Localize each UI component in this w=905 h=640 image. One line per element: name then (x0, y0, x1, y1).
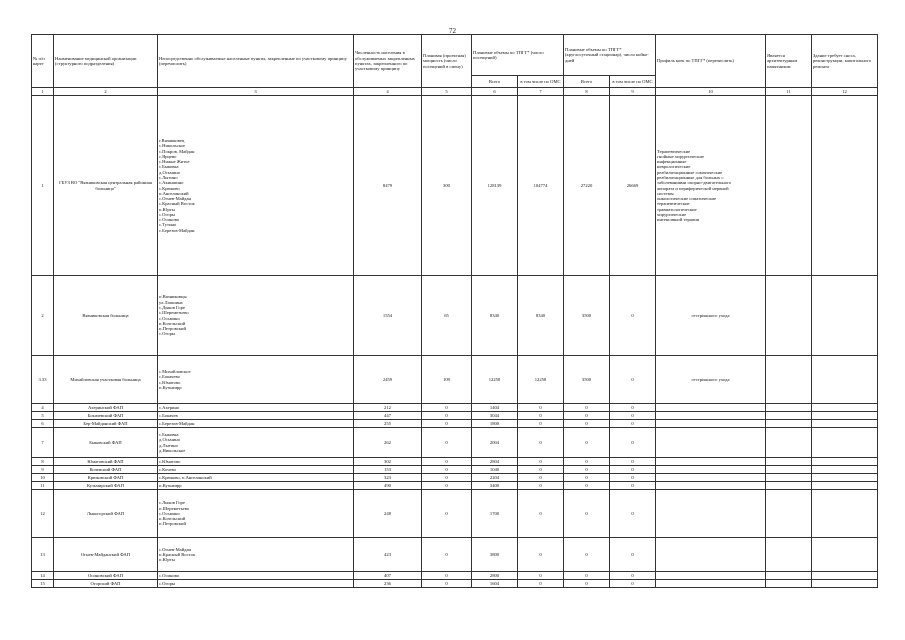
capacity-cell: 0 (422, 404, 472, 412)
settlement-item: ул.Лапшина (159, 299, 183, 305)
settlement-item: с.Кочево (159, 466, 176, 472)
settlement-item: с.Огоры (159, 331, 175, 337)
settlement-item: д.Никольское (159, 447, 186, 453)
header-repair: Здание требует сноса, реконструкции, капитального ремонта (812, 35, 878, 88)
repair-cell (812, 412, 878, 420)
settlement-item: с.Березов-Майдан (159, 227, 195, 233)
settlement-item: с.Огнев-Майдан (159, 196, 192, 202)
organization-name: Вязниковская больница (54, 276, 158, 356)
visits-oms-cell: 0 (518, 538, 564, 572)
settlement-item: п.Юрты (159, 206, 175, 212)
organization-name: ГБУЗ ВО "Вязниковская центральная районная больница" (54, 96, 158, 276)
settlement-item: с.Михайловское (159, 368, 191, 374)
settlement-item: с.Лыков Горе (159, 500, 185, 506)
profile-cell (656, 356, 766, 404)
settlements-cell (158, 428, 354, 458)
col-num: 9 (610, 88, 656, 96)
hosp-total-cell: 3500 (564, 276, 610, 356)
col-num: 7 (518, 88, 564, 96)
visits-oms-cell: 0 (518, 474, 564, 482)
repair-cell (812, 96, 878, 276)
visits-total-cell: 128139 (472, 96, 518, 276)
settlement-item: с.Никольское (159, 143, 186, 149)
organization-name: Лыкогорский ФАП (54, 490, 158, 538)
settlement-item: г.Вязниковец (159, 137, 185, 143)
row-number: 8 (32, 458, 54, 466)
header-profile: Профиль коек по ТПГГ* (перечислить) (656, 35, 766, 88)
profile-cell (656, 412, 766, 420)
settlement-item: п.Шереметьево (159, 505, 190, 511)
visits-total-cell: 12258 (472, 356, 518, 404)
col-num: 4 (354, 88, 422, 96)
visits-total-cell: 2004 (472, 428, 518, 458)
repair-cell (812, 458, 878, 466)
profile-item: сестринского ухода (691, 376, 730, 382)
profile-item: Терапевтические (657, 148, 691, 154)
col-num: 11 (766, 88, 812, 96)
profile-item: аппарата и периферической нервной (657, 185, 729, 191)
settlement-item: с.Осиново (159, 217, 180, 223)
hosp-total-cell: 0 (564, 572, 610, 580)
settlement-item: с.Красный Восток (159, 201, 195, 207)
table-row (32, 420, 878, 428)
organization-name: Бер-Майданский ФАП (54, 420, 158, 428)
settlement-item: с.Юматово (159, 458, 181, 464)
header-visits-oms: в том числе по ОМС (518, 76, 564, 88)
settlement-item: д.Осьмино (159, 169, 181, 175)
organization-name: Кочевский ФАП (54, 466, 158, 474)
row-number: 7 (32, 428, 54, 458)
profile-cell (656, 474, 766, 482)
row-number: 9 (32, 466, 54, 474)
population-cell: 153 (354, 466, 422, 474)
population-cell: 236 (354, 580, 422, 588)
settlements-cell (158, 580, 354, 588)
hosp-total-cell: 0 (564, 490, 610, 538)
architecture-cell (766, 474, 812, 482)
visits-total-cell: 2804 (472, 458, 518, 466)
hosp-oms-cell: 0 (610, 356, 656, 404)
profile-cell (656, 580, 766, 588)
hosp-total-cell: 0 (564, 474, 610, 482)
settlement-item: п.Вязниковцы (159, 294, 187, 300)
capacity-cell: 65 (422, 276, 472, 356)
header-architecture: Является архитектурным памятником (766, 35, 812, 88)
settlement-item: с.Огоры (159, 580, 175, 586)
table-row (32, 490, 878, 538)
settlements-cell (158, 356, 354, 404)
architecture-cell (766, 482, 812, 490)
col-num: 12 (812, 88, 878, 96)
capacity-cell: 0 (422, 474, 472, 482)
page-number: 72 (449, 27, 456, 35)
visits-oms-cell: 8340 (518, 276, 564, 356)
architecture-cell (766, 276, 812, 356)
profile-cell (656, 404, 766, 412)
visits-total-cell: 3044 (472, 412, 518, 420)
settlement-item: п.Петровский (159, 326, 186, 332)
settlements-cell (158, 412, 354, 420)
table-row (32, 466, 878, 474)
settlement-item: с.Юматово (159, 379, 181, 385)
profile-cell (656, 482, 766, 490)
architecture-cell (766, 404, 812, 412)
visits-total-cell: 1800 (472, 420, 518, 428)
population-cell: 423 (354, 538, 422, 572)
settlement-item: с.Крюково, п.Ангелинский (159, 474, 212, 480)
architecture-cell (766, 458, 812, 466)
table-row (32, 404, 878, 412)
table-row (32, 538, 878, 572)
table-row (32, 356, 878, 404)
table-row (32, 276, 878, 356)
population-cell: 490 (354, 482, 422, 490)
visits-total-cell: 2800 (472, 572, 518, 580)
capacity-cell: 0 (422, 572, 472, 580)
settlement-item: с.Ахерино (159, 404, 180, 410)
settlements-cell (158, 490, 354, 538)
capacity-cell: 0 (422, 466, 472, 474)
profile-item: терапевтические (657, 201, 690, 207)
visits-total-cell: 1700 (472, 490, 518, 538)
visits-oms-cell: 0 (518, 490, 564, 538)
col-num: 8 (564, 88, 610, 96)
hosp-oms-cell: 26669 (610, 96, 656, 276)
table-row (32, 412, 878, 420)
table-row (32, 572, 878, 580)
hosp-total-cell: 27220 (564, 96, 610, 276)
capacity-cell: 109 (422, 356, 472, 404)
visits-oms-cell: 0 (518, 458, 564, 466)
visits-oms-cell: 104774 (518, 96, 564, 276)
profile-item: гнойные хирургические (657, 153, 704, 159)
header-hosp-group: Плановые объемы по ТПГГ* (круглосуточный стационар), число койко-дней (564, 35, 656, 76)
organization-name: Огорский ФАП (54, 580, 158, 588)
organization-name: Бокачевский ФАП (54, 412, 158, 420)
profile-item: реабилитационные соматические (657, 169, 723, 175)
header-population: Численность населения в обслуживаемых закрепленных пунктах, закрепленного по участковому принципу (354, 35, 422, 88)
profile-item: сестринского ухода (691, 312, 730, 318)
visits-total-cell: 1404 (472, 404, 518, 412)
population-cell: 262 (354, 428, 422, 458)
capacity-cell: 0 (422, 482, 472, 490)
row-number: 14 (32, 572, 54, 580)
profile-cell (656, 276, 766, 356)
repair-cell (812, 356, 878, 404)
settlements-cell (158, 420, 354, 428)
row-number: 2 (32, 276, 54, 356)
settlement-item: с.Покров. Майдан (159, 148, 195, 154)
header-hosp-total: Всего (564, 76, 610, 88)
repair-cell (812, 580, 878, 588)
settlement-item: п.Козельский (159, 516, 186, 522)
visits-oms-cell: 0 (518, 572, 564, 580)
row-number: 12 (32, 490, 54, 538)
row-number: 11 (32, 482, 54, 490)
visits-oms-cell: 0 (518, 482, 564, 490)
visits-oms-cell: 0 (518, 412, 564, 420)
repair-cell (812, 466, 878, 474)
organization-name: Кузьмирский ФАП (54, 482, 158, 490)
settlement-item: с.Огнев-Майдан (159, 546, 192, 552)
hosp-total-cell: 0 (564, 420, 610, 428)
col-num: 6 (472, 88, 518, 96)
column-number-row (32, 88, 878, 96)
hosp-total-cell: 0 (564, 538, 610, 572)
table-row (32, 580, 878, 588)
row-number: 10 (32, 474, 54, 482)
header-settlements: Непосредственно обслуживаемые населенные пункты, закрепленные по участковому принципу (перечислить) (158, 35, 354, 88)
settlement-item: с.Осьмино (159, 510, 180, 516)
visits-oms-cell: 0 (518, 420, 564, 428)
profile-cell (656, 428, 766, 458)
architecture-cell (766, 580, 812, 588)
repair-cell (812, 428, 878, 458)
organization-name: Ахеринский ФАП (54, 404, 158, 412)
hosp-oms-cell: 0 (610, 276, 656, 356)
architecture-cell (766, 428, 812, 458)
col-num: 1 (32, 88, 54, 96)
settlement-item: д.Осьмино (159, 437, 181, 443)
profile-cell (656, 458, 766, 466)
settlement-item: с.Осьмино (159, 315, 180, 321)
header-organization: Наименование медицинской организации (структурного подразделения) (54, 35, 158, 88)
capacity-cell: 0 (422, 538, 472, 572)
hosp-total-cell: 0 (564, 412, 610, 420)
hosp-total-cell: 0 (564, 458, 610, 466)
settlements-cell (158, 276, 354, 356)
architecture-cell (766, 412, 812, 420)
table-row (32, 482, 878, 490)
row-number: 13 (32, 538, 54, 572)
profile-item: реабилитационные для больных с (657, 174, 724, 180)
facilities-table (31, 34, 878, 588)
row-number: 6 (32, 420, 54, 428)
settlements-cell (158, 404, 354, 412)
settlement-item: п.Красный Восток (159, 551, 196, 557)
profile-cell (656, 572, 766, 580)
repair-cell (812, 490, 878, 538)
profile-cell (656, 420, 766, 428)
visits-oms-cell: 12258 (518, 356, 564, 404)
profile-cell (656, 538, 766, 572)
visits-oms-cell: 0 (518, 404, 564, 412)
hosp-oms-cell: 0 (610, 482, 656, 490)
col-num: 3 (158, 88, 354, 96)
settlement-item: п.Кузьмирр (159, 384, 182, 390)
hosp-oms-cell: 0 (610, 420, 656, 428)
hosp-oms-cell: 0 (610, 580, 656, 588)
organization-name: Юматовский ФАП (54, 458, 158, 466)
visits-total-cell: 1040 (472, 466, 518, 474)
table-row (32, 428, 878, 458)
settlements-cell (158, 474, 354, 482)
population-cell: 2459 (354, 356, 422, 404)
hosp-total-cell: 0 (564, 404, 610, 412)
profile-item: заболеваниями опорно-двигательного (657, 180, 732, 186)
settlement-item: с.Осиново (159, 572, 180, 578)
hosp-oms-cell: 0 (610, 412, 656, 420)
row-number: 5 (32, 412, 54, 420)
visits-oms-cell: 0 (518, 428, 564, 458)
population-cell: 248 (354, 490, 422, 538)
profile-item: системы (657, 190, 674, 196)
settlement-item: с.Огоры (159, 211, 175, 217)
repair-cell (812, 474, 878, 482)
architecture-cell (766, 490, 812, 538)
col-num: 10 (656, 88, 766, 96)
settlements-cell (158, 458, 354, 466)
population-cell: 1554 (354, 276, 422, 356)
profile-item: неврологические (657, 164, 691, 170)
hosp-oms-cell: 0 (610, 474, 656, 482)
settlements-cell (158, 572, 354, 580)
settlement-item: с.Тутино (159, 222, 177, 228)
capacity-cell: 0 (422, 490, 472, 538)
row-number: 1 (32, 96, 54, 276)
population-cell: 255 (354, 420, 422, 428)
settlement-item: с.Шереметьево (159, 310, 189, 316)
visits-total-cell: 2204 (472, 474, 518, 482)
repair-cell (812, 572, 878, 580)
settlement-item: п.Ангелинский (159, 190, 189, 196)
settlement-item: с.Бокачев (159, 412, 178, 418)
visits-total-cell: 3800 (472, 538, 518, 572)
hosp-oms-cell: 0 (610, 404, 656, 412)
hosp-oms-cell: 0 (610, 572, 656, 580)
row-number: 3.33 (32, 356, 54, 404)
settlements-cell (158, 466, 354, 474)
header-visits-group: Плановые объемы по ТПГГ* (число посещений) (472, 35, 564, 76)
population-cell: 447 (354, 412, 422, 420)
architecture-cell (766, 356, 812, 404)
header-number: № п/п карте (32, 35, 54, 88)
capacity-cell: 0 (422, 580, 472, 588)
col-num: 5 (422, 88, 472, 96)
profile-cell (656, 96, 766, 276)
capacity-cell: 0 (422, 420, 472, 428)
hosp-oms-cell: 0 (610, 466, 656, 474)
population-cell: 302 (354, 458, 422, 466)
profile-item: хирургические (657, 211, 687, 217)
profile-item: травматологические (657, 206, 697, 212)
hosp-total-cell: 0 (564, 428, 610, 458)
settlements-cell (158, 538, 354, 572)
settlement-item: д.Лытино (159, 442, 178, 448)
repair-cell (812, 482, 878, 490)
architecture-cell (766, 96, 812, 276)
organization-name: Крюковский ФАП (54, 474, 158, 482)
capacity-cell: 300 (422, 96, 472, 276)
settlement-item: с.Дыков Горе (159, 304, 185, 310)
organization-name: Быковский ФАП (54, 428, 158, 458)
header-capacity: Плановая (проектная) мощность (число посещений в смену) (422, 35, 472, 88)
population-cell: 212 (354, 404, 422, 412)
visits-total-cell: 3400 (472, 482, 518, 490)
visits-total-cell: 8340 (472, 276, 518, 356)
settlement-item: п.Петровский (159, 521, 186, 527)
settlement-item: с.Ярцево (159, 153, 177, 159)
header-hosp-oms: в том числе по ОМС (610, 76, 656, 88)
architecture-cell (766, 572, 812, 580)
population-cell: 323 (354, 474, 422, 482)
row-number: 15 (32, 580, 54, 588)
visits-oms-cell: 0 (518, 466, 564, 474)
settlement-item: с.Акиншино (159, 180, 184, 186)
repair-cell (812, 276, 878, 356)
hosp-oms-cell: 0 (610, 490, 656, 538)
capacity-cell: 0 (422, 412, 472, 420)
settlement-item: с.Быковка (159, 431, 179, 437)
architecture-cell (766, 420, 812, 428)
settlements-cell (158, 96, 354, 276)
settlement-item: п.Кузьмирр (159, 482, 182, 488)
settlements-cell (158, 482, 354, 490)
table-body (32, 96, 878, 588)
repair-cell (812, 420, 878, 428)
capacity-cell: 0 (422, 428, 472, 458)
population-cell: 407 (354, 572, 422, 580)
repair-cell (812, 538, 878, 572)
col-num: 2 (54, 88, 158, 96)
visits-total-cell: 1604 (472, 580, 518, 588)
settlement-item: с.Лытино (159, 174, 178, 180)
organization-name: Огнев-Майданский ФАП (54, 538, 158, 572)
table-row (32, 458, 878, 466)
organization-name: Михайловская участковая больница (54, 356, 158, 404)
settlement-item: с.Березов-Майдан (159, 420, 195, 426)
profile-item: интенсивной терапии (657, 217, 700, 223)
settlement-item: п.Юрты (159, 557, 175, 563)
settlement-item: с.Крюково (159, 185, 180, 191)
table-row (32, 96, 878, 276)
repair-cell (812, 404, 878, 412)
settlement-item: с.Нижне Житье (159, 159, 190, 165)
hosp-oms-cell: 0 (610, 538, 656, 572)
settlement-item: с.Бокачево (159, 374, 180, 380)
profile-item: онкологические соматические (657, 196, 717, 202)
hosp-total-cell: 3500 (564, 356, 610, 404)
capacity-cell: 0 (422, 458, 472, 466)
settlement-item: п.Козельский (159, 320, 186, 326)
profile-cell (656, 466, 766, 474)
header-visits-total: Всего (472, 76, 518, 88)
row-number: 4 (32, 404, 54, 412)
architecture-cell (766, 466, 812, 474)
architecture-cell (766, 538, 812, 572)
visits-oms-cell: 0 (518, 580, 564, 588)
hosp-total-cell: 0 (564, 482, 610, 490)
hosp-oms-cell: 0 (610, 428, 656, 458)
settlement-item: с.Быковка (159, 164, 179, 170)
hosp-oms-cell: 0 (610, 458, 656, 466)
hosp-total-cell: 0 (564, 580, 610, 588)
population-cell: 8479 (354, 96, 422, 276)
table-row (32, 474, 878, 482)
organization-name: Осиновский ФАП (54, 572, 158, 580)
profile-item: инфекционные (657, 159, 687, 165)
profile-cell (656, 490, 766, 538)
hosp-total-cell: 0 (564, 466, 610, 474)
